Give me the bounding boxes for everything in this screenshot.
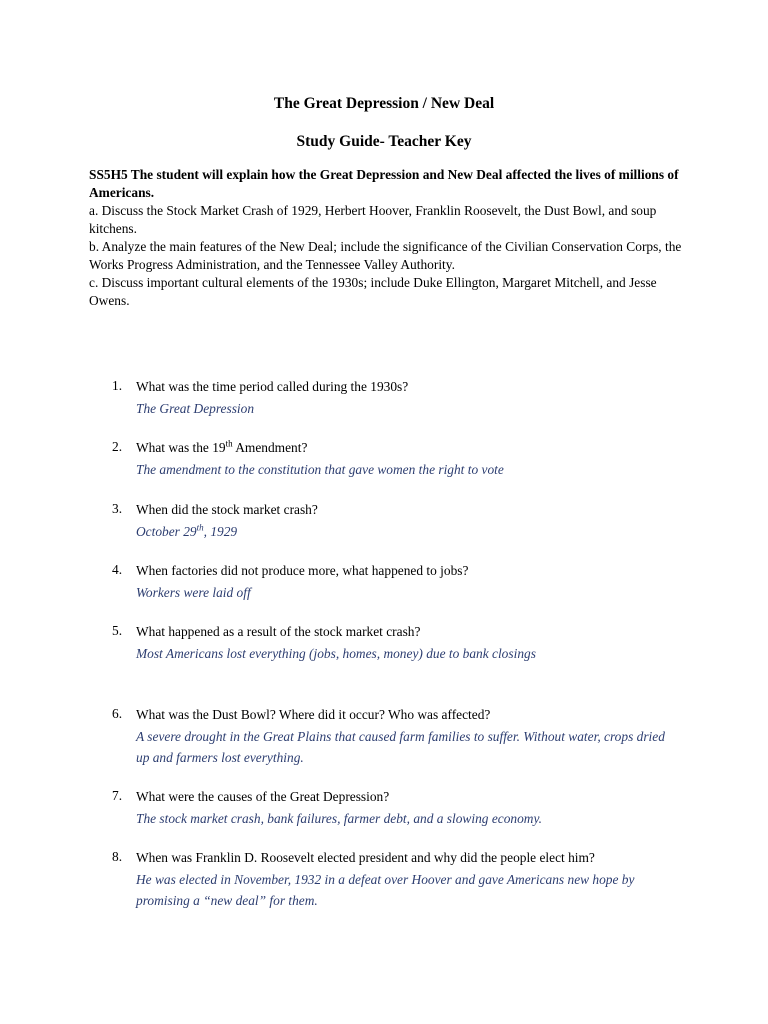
answer-text: He was elected in November, 1932 in a defeat over Hoover and gave Americans new hope by promising a “new deal” for them. xyxy=(136,872,635,908)
standard-item-c: c. Discuss important cultural elements of the 1930s; include Duke Ellington, Margaret Mitchell, and Jesse Owens. xyxy=(89,275,657,308)
answer-text: The stock market crash, bank failures, farmer debt, and a slowing economy. xyxy=(136,811,543,826)
standard-item-a: a. Discuss the Stock Market Crash of 1929, Herbert Hoover, Franklin Roosevelt, the Dust Bowl, and soup kitchens. xyxy=(89,203,657,236)
answer-text: Workers were laid off xyxy=(136,585,251,600)
question-number: 8. xyxy=(112,849,123,864)
answer-text: Most Americans lost everything (jobs, homes, money) due to bank closings xyxy=(136,646,536,661)
question-number: 7. xyxy=(112,788,123,803)
question-number: 1. xyxy=(112,378,123,393)
answer-text: A severe drought in the Great Plains that caused farm families to suffer. Without water, crops dried up and farmers lost everything. xyxy=(136,729,665,765)
page-title: The Great Depression / New Deal xyxy=(273,95,495,112)
question-number: 6. xyxy=(112,706,123,721)
question-text: What was the time period called during the 1930s? xyxy=(136,379,409,394)
answer-text: October 29th, 1929 xyxy=(136,522,238,539)
standard-block xyxy=(89,166,689,310)
standard-item-b: b. Analyze the main features of the New Deal; include the significance of the Civilian Conservation Corps, the Works Progress Administration, and the Tennessee Valley Authority. xyxy=(89,239,682,272)
question-number: 5. xyxy=(112,623,123,638)
question-text: What was the Dust Bowl? Where did it occur? Who was affected? xyxy=(136,707,491,722)
question-text: What was the 19th Amendment? xyxy=(136,438,308,455)
question-text: What were the causes of the Great Depression? xyxy=(136,789,390,804)
question-number: 2. xyxy=(112,439,123,454)
answer-text: The amendment to the constitution that gave women the right to vote xyxy=(136,462,504,477)
page-subtitle: Study Guide- Teacher Key xyxy=(296,133,472,150)
standard-heading: SS5H5 The student will explain how the Great Depression and New Deal affected the lives of millions of Americans. xyxy=(89,167,679,200)
question-text: When was Franklin D. Roosevelt elected president and why did the people elect him? xyxy=(136,850,595,865)
question-number: 3. xyxy=(112,501,123,516)
question-number: 4. xyxy=(112,562,123,577)
answer-text: The Great Depression xyxy=(136,401,255,416)
question-text: When did the stock market crash? xyxy=(136,502,318,517)
question-text: What happened as a result of the stock market crash? xyxy=(136,624,421,639)
question-text: When factories did not produce more, what happened to jobs? xyxy=(136,563,469,578)
